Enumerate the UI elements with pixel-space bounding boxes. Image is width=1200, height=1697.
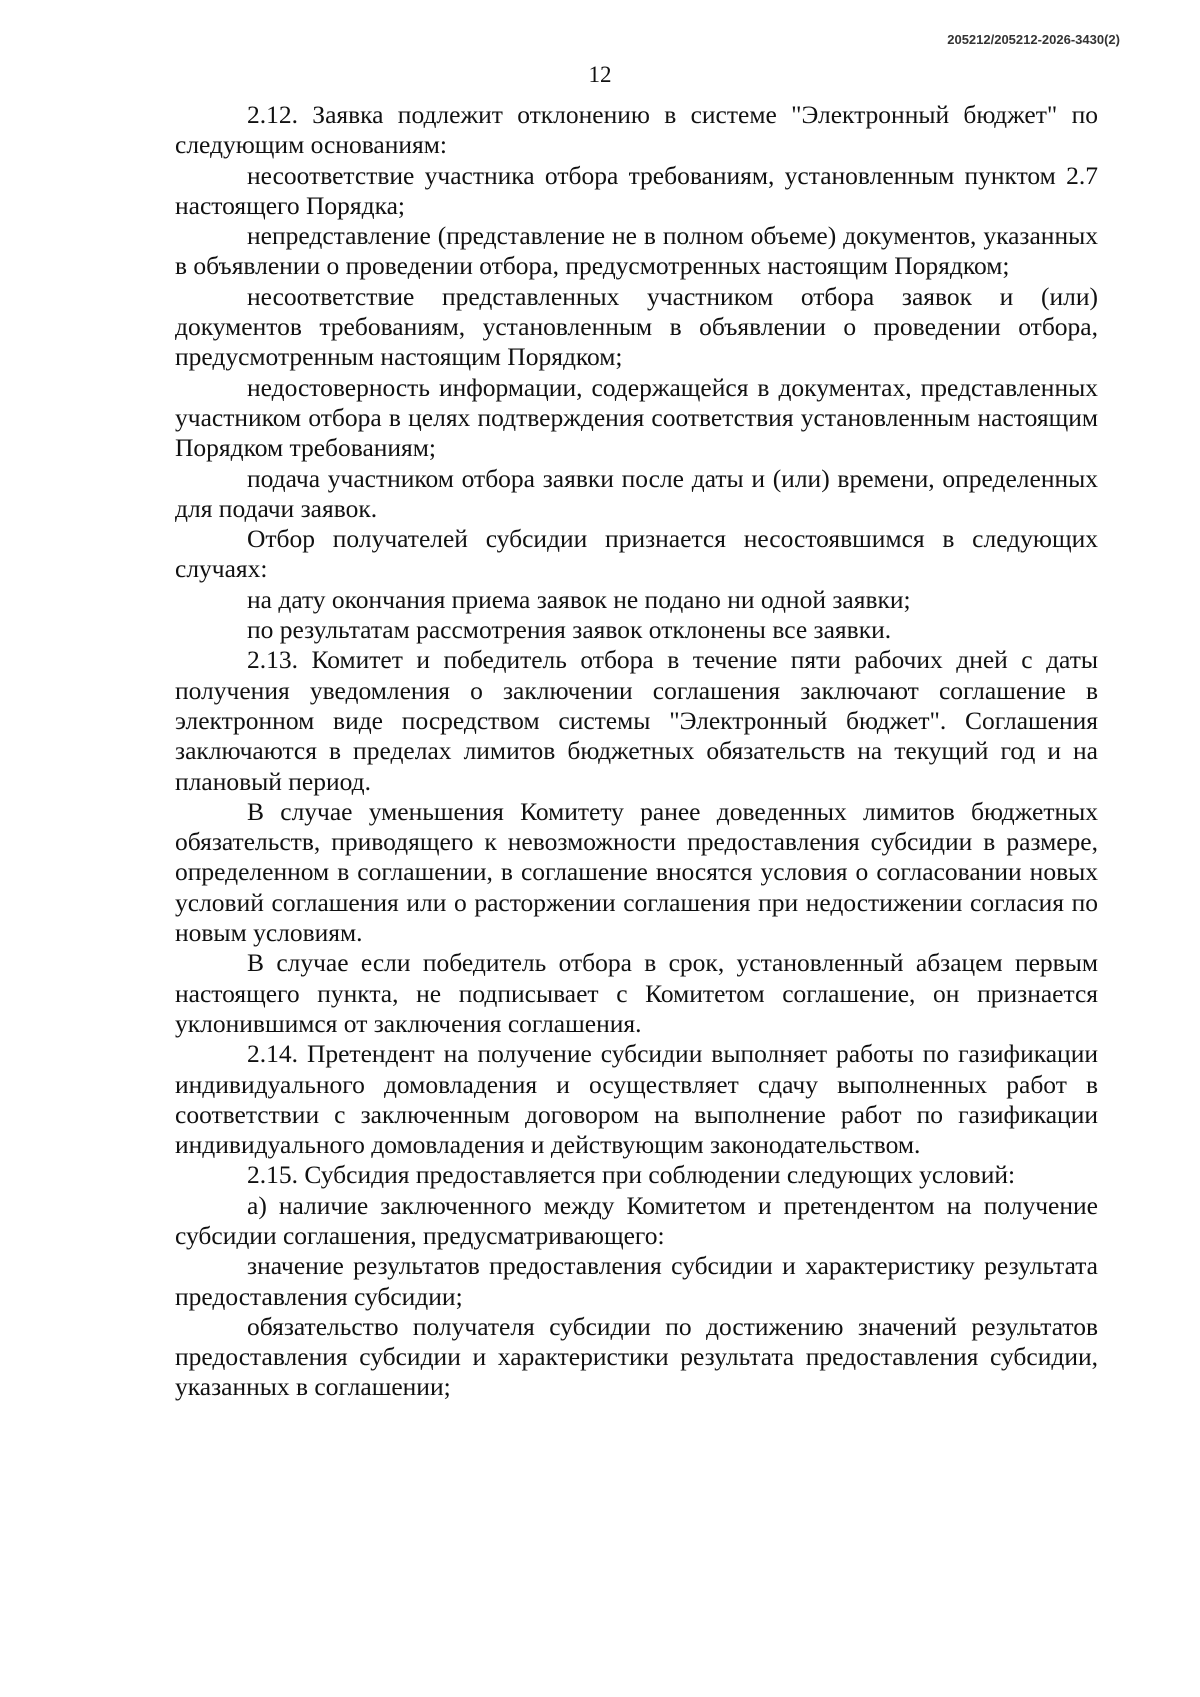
paragraph-limits-reduction: В случае уменьшения Комитету ранее доведенных лимитов бюджетных обязательств, приводящего к невозможности предоставления субсидии в размере, определенном в соглашении, в соглашение вносятся условия о согласовании новых условий соглашения или о расторжении соглашения при недостижении согласия по новым условиям. <box>175 796 1098 948</box>
paragraph-2-12: 2.12. Заявка подлежит отклонению в системе "Электронный бюджет" по следующим основаниям: <box>175 100 1098 160</box>
page-number: 12 <box>588 62 612 87</box>
paragraph-condition-a-1: значение результатов предоставления субсидии и характеристику результата предоставления субсидии; <box>175 1251 1098 1311</box>
document-body <box>175 100 1098 1403</box>
paragraph-condition-a: а) наличие заключенного между Комитетом и претендентом на получение субсидии соглашения, предусматривающего: <box>175 1190 1098 1250</box>
paragraph-ground-4: недостоверность информации, содержащейся в документах, представленных участником отбора в целях подтверждения соответствия установленным настоящим Порядком требованиям; <box>175 372 1098 463</box>
paragraph-2-14: 2.14. Претендент на получение субсидии выполняет работы по газификации индивидуального домовладения и осуществляет сдачу выполненных работ в соответствии с заключенным договором на выполнение работ по газификации индивидуального домовладения и действующим законодательством. <box>175 1039 1098 1160</box>
paragraph-ground-5: подача участником отбора заявки после даты и (или) времени, определенных для подачи заявок. <box>175 463 1098 523</box>
paragraph-failed-case-2: по результатам рассмотрения заявок отклонены все заявки. <box>247 615 892 645</box>
document-id: 205212/205212-2026-3430(2) <box>947 32 1120 47</box>
paragraph-condition-a-2: обязательство получателя субсидии по достижению значений результатов предоставления субсидии и характеристики результата предоставления субсидии, указанных в соглашении; <box>175 1311 1098 1402</box>
paragraph-ground-1: несоответствие участника отбора требованиям, установленным пунктом 2.7 настоящего Порядка; <box>175 160 1098 220</box>
paragraph-failed-selection: Отбор получателей субсидии признается несостоявшимся в следующих случаях: <box>175 524 1098 584</box>
paragraph-failed-case-1: на дату окончания приема заявок не подано ни одной заявки; <box>247 584 911 614</box>
paragraph-2-15: 2.15. Субсидия предоставляется при соблюдении следующих условий: <box>247 1160 1016 1190</box>
paragraph-2-13: 2.13. Комитет и победитель отбора в течение пяти рабочих дней с даты получения уведомления о заключении соглашения заключают соглашение в электронном виде посредством системы "Электронный бюджет". Соглашения заключаются в пределах лимитов бюджетных обязательств на текущий год и на плановый период. <box>175 645 1098 796</box>
paragraph-ground-2: непредставление (представление не в полном объеме) документов, указанных в объявлении о проведении отбора, предусмотренных настоящим Порядком; <box>175 221 1098 281</box>
paragraph-ground-3: несоответствие представленных участником отбора заявок и (или) документов требованиям, установленным в объявлении о проведении отбора, предусмотренным настоящим Порядком; <box>175 281 1098 372</box>
paragraph-evasion: В случае если победитель отбора в срок, установленный абзацем первым настоящего пункта, не подписывает с Комитетом соглашение, он признается уклонившимся от заключения соглашения. <box>175 948 1098 1038</box>
